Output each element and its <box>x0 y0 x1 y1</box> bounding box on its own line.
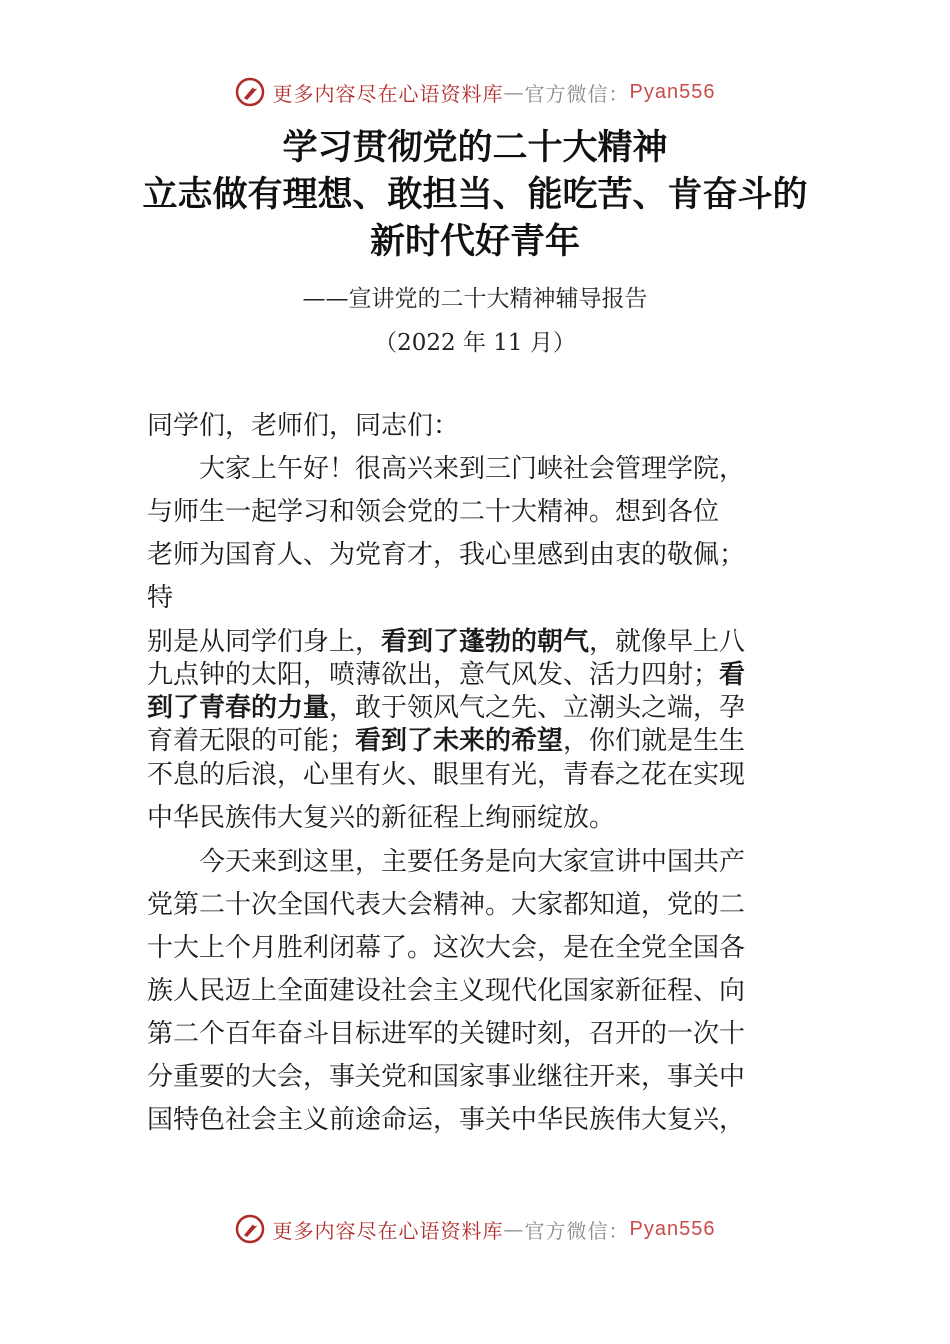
watermark-label: 官方微信： <box>524 81 630 106</box>
doc-title-line-3: 新时代好青年 <box>369 221 580 262</box>
para2-text: 育着无限的可能； <box>147 726 356 756</box>
para3-line: 党第二十次全国代表大会精神。大家都知道，党的二 <box>147 890 746 920</box>
para2-text: ，就像早上八 <box>589 627 746 657</box>
watermark-top <box>0 74 950 110</box>
watermark-main-text: 更多内容尽在心语资料库 <box>272 81 504 106</box>
greeting: 同学们，老师们，同志们： <box>147 411 460 441</box>
para2-text: ，你们就是生生 <box>563 726 746 756</box>
para2-line <box>147 661 807 690</box>
para3-line: 分重要的大会，事关党和国家事业继往开来，事关中 <box>147 1062 746 1092</box>
para1-line: 特 <box>147 583 174 613</box>
highlight-power-start: 看 <box>719 660 746 690</box>
doc-title-line-2: 立志做有理想、敢担当、能吃苦、肯奋斗的 <box>142 174 808 215</box>
watermark-bottom <box>0 1211 950 1247</box>
highlight-power: 到了青春的力量 <box>147 693 330 723</box>
para2-text: 九点钟的太阳，喷薄欲出，意气风发、活力四射； <box>147 660 720 690</box>
para2-line: 不息的后浪，心里有火、眼里有光，青春之花在实现 <box>147 760 746 790</box>
para2-line <box>147 727 807 756</box>
para3-line: 族人民迈上全面建设社会主义现代化国家新征程、向 <box>147 976 746 1006</box>
doc-subtitle: ——宣讲党的二十大精神辅导报告 <box>302 286 648 312</box>
highlight-vigor: 看到了蓬勃的朝气 <box>381 627 590 657</box>
doc-date: （2022 年 11 月） <box>374 330 576 356</box>
para3-line: 国特色社会主义前途命运，事关中华民族伟大复兴， <box>147 1105 746 1135</box>
watermark-dash: — <box>503 80 525 104</box>
watermark-id: Pyan556 <box>629 80 716 103</box>
para3-line: 十大上个月胜利闭幕了。这次大会，是在全党全国各 <box>147 933 746 963</box>
watermark-label: 官方微信： <box>524 1218 630 1243</box>
doc-title-line-1: 学习贯彻党的二十大精神 <box>282 127 668 168</box>
para2-line: 中华民族伟大复兴的新征程上绚丽绽放。 <box>147 803 616 833</box>
para3-line: 第二个百年奋斗目标进军的关键时刻，召开的一次十 <box>147 1019 746 1049</box>
highlight-hope: 看到了未来的希望 <box>355 726 564 756</box>
para2-line <box>147 628 807 657</box>
pen-nib-logo-icon <box>235 77 265 107</box>
para1-line: 老师为国育人、为党育才，我心里感到由衷的敬佩； <box>147 540 746 570</box>
para1-line: 大家上午好！很高兴来到三门峡社会管理学院， <box>199 454 746 484</box>
para1-line: 与师生一起学习和领会党的二十大精神。想到各位 <box>147 497 720 527</box>
watermark-id: Pyan556 <box>629 1217 716 1240</box>
pen-nib-logo-icon <box>235 1214 265 1244</box>
para3-line: 今天来到这里，主要任务是向大家宣讲中国共产 <box>199 847 746 877</box>
watermark-main-text: 更多内容尽在心语资料库 <box>272 1218 504 1243</box>
watermark-dash: — <box>503 1217 525 1241</box>
para2-line <box>147 694 807 723</box>
para2-text: ，敢于领风气之先、立潮头之端，孕 <box>329 693 746 723</box>
para2-text: 别是从同学们身上， <box>147 627 382 657</box>
